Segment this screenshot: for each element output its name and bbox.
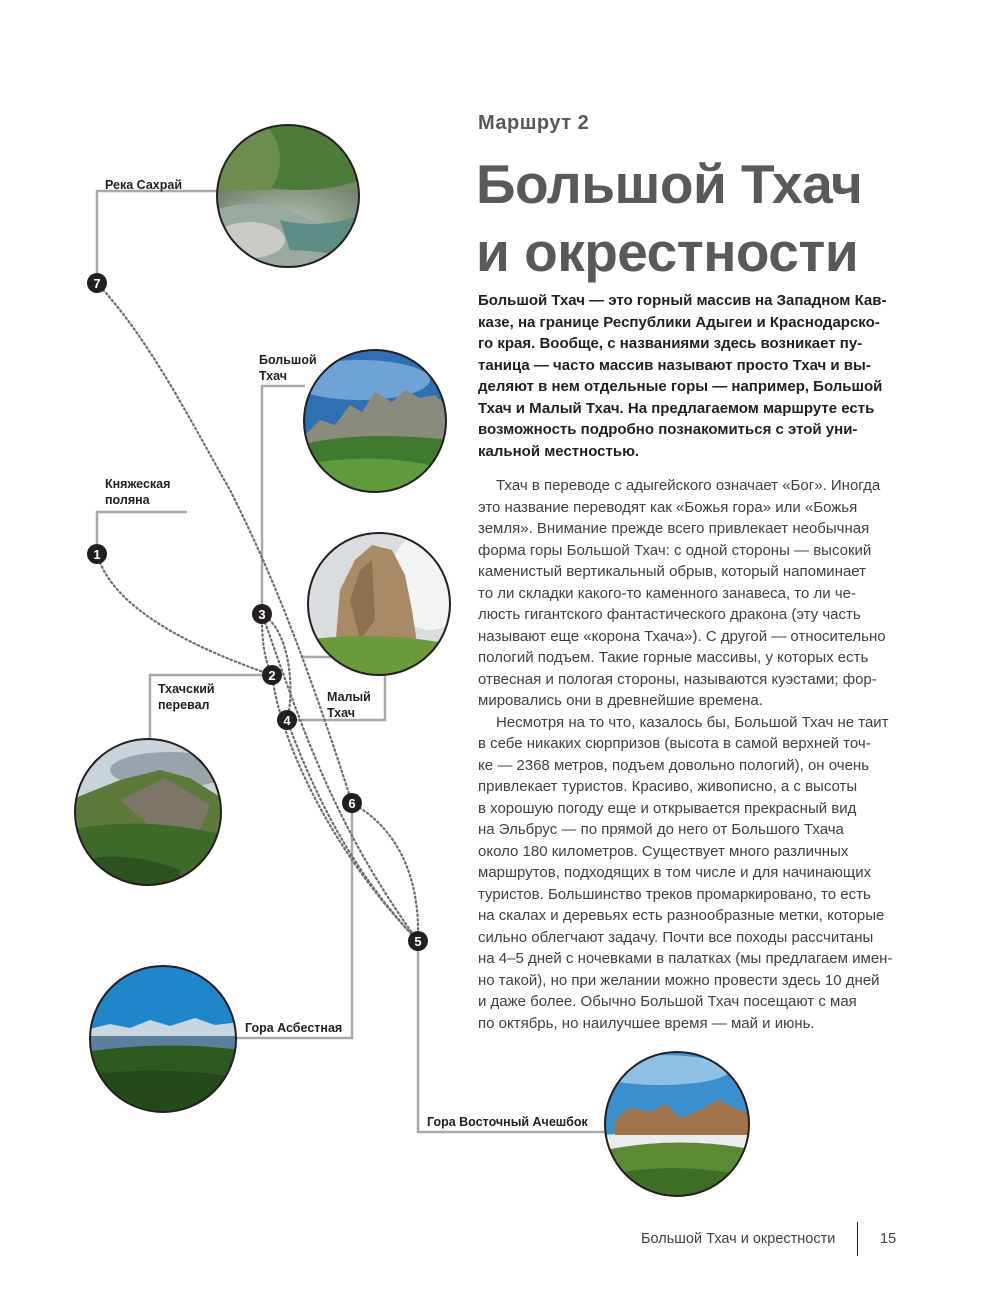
label-bolshoy-tkhach (259, 352, 317, 384)
photo-asbestnaya-mountain (85, 962, 245, 1122)
body-line: туристов. Большинство треков промаркировано, то есть (478, 885, 871, 903)
label-line: Тхач (259, 369, 288, 383)
body-line: около 180 километров. Существует много различных (478, 842, 849, 860)
leader-line-1 (97, 512, 187, 554)
body-line: называют еще «корона Тхача»). С другой — относительно (478, 627, 886, 645)
leader-line-6 (236, 803, 352, 1038)
body-line: форма горы Большой Тхач: с одной стороны — высокий (478, 541, 872, 559)
body-line: Тхач в переводе с адыгейского означает «Бог». Иногда (496, 477, 881, 494)
body-line: пологий подъем. Такие горные массивы, у которых есть (478, 649, 869, 666)
lead-line: таница — часто массив называют просто Тхач и вы- (478, 356, 871, 374)
body-line: маршрутов, подходящих в том числе и для начинающих (478, 864, 872, 881)
stop-marker-2 (262, 665, 282, 685)
label-knyazheskaya-polyana (105, 476, 170, 508)
lead-line: казе, на границе Республики Адыгеи и Краснодарско- (478, 313, 880, 331)
photo-tkhachsky-pass (70, 735, 230, 895)
stop-number: 2 (268, 668, 276, 683)
body-line: сильно облегчают задачу. Почти все походы рассчитаны (478, 928, 874, 946)
body-line: ке — 2368 метров, подъем довольно пологий), он очень (478, 756, 870, 774)
lead-line: возможность подробно познакомиться с этой уни- (478, 421, 858, 438)
route-number-label: Маршрут 2 (478, 112, 590, 134)
leader-line-3 (262, 386, 305, 614)
label-text: Гора Восточный Ачешбок (427, 1115, 588, 1129)
body-line: мировались они в древнейшие времена. (478, 692, 763, 709)
body-line: и даже более. Обычно Большой Тхач посещают с мая (478, 993, 857, 1010)
page-number: 15 (880, 1231, 897, 1247)
trail-1-2 (97, 554, 272, 675)
body-line: на скалах и деревьях есть разнообразные метки, которые (478, 907, 885, 924)
footer-divider (857, 1222, 858, 1256)
title-line: Большой Тхач (476, 153, 863, 215)
lead-line: Большой Тхач — это горный массив на Западном Кав- (478, 292, 887, 309)
running-footer-title: Большой Тхач и окрестности (641, 1231, 836, 1247)
label-tkhachsky-pass (158, 681, 215, 713)
label-line: перевал (158, 698, 210, 712)
stop-number: 3 (258, 607, 266, 622)
body-line: то ли складки какого-то каменного занавеса, то ли че- (478, 584, 856, 602)
title-line: и окрестности (476, 221, 859, 283)
photo-vostochny-acheshbok (590, 1048, 760, 1210)
photo-sakhrai-river (200, 110, 390, 280)
body-text (478, 475, 908, 1034)
label-line: Большой (259, 353, 317, 367)
stop-marker-6 (342, 793, 362, 813)
stop-marker-1 (87, 544, 107, 564)
label-line: Княжеская (105, 477, 171, 491)
body-line: на Эльбрус — по прямой до него от Большого Тхача (478, 821, 844, 838)
leader-line-7 (97, 191, 218, 283)
body-line: люсть гигантского фантастического дракона (эту часть (478, 606, 861, 623)
lead-line: Тхач и Малый Тхач. На предлагаемом маршруте есть (478, 399, 875, 417)
body-line: в хорошую погоду еще и открывается прекрасный вид (478, 799, 857, 817)
lead-line: кальной местностью. (478, 442, 640, 460)
stop-number: 6 (348, 796, 356, 811)
stop-number: 7 (93, 276, 101, 291)
label-sakhrai-river (105, 177, 182, 193)
stop-marker-4 (277, 710, 297, 730)
body-line: каменистый вертикальный обрыв, который напоминает (478, 563, 867, 580)
body-line: на 4–5 дней с ночевками в палатках (мы предлагаем имен- (478, 950, 893, 967)
lead-paragraph (478, 290, 908, 462)
lead-line: го края. Вообще, с названиями здесь возникает пу- (478, 335, 863, 352)
stop-marker-7 (87, 273, 107, 293)
label-line: Тхач (327, 706, 356, 720)
label-line: поляна (105, 493, 150, 507)
lead-line: деляют в нем отдельные горы — например, Большой (478, 378, 883, 395)
body-line: но такой), но при желании можно провести здесь 10 дней (478, 971, 880, 989)
body-line: привлекает туристов. Красиво, живописно, а с высоты (478, 778, 858, 795)
stop-number: 4 (283, 713, 291, 728)
body-line: это название переводят как «Божья гора» или «Божья (478, 498, 858, 516)
label-asbestnaya-mountain (245, 1020, 342, 1036)
trail-6-5 (352, 803, 418, 941)
body-line: отвесная и пологая стороны, называются куэстами; фор- (478, 670, 877, 688)
body-line: Несмотря на то что, казалось бы, Большой Тхач не таит (496, 713, 889, 731)
stop-number: 5 (414, 934, 422, 949)
label-maly-tkhach (327, 689, 371, 721)
label-text: Река Сахрай (105, 178, 183, 192)
stop-marker-3 (252, 604, 272, 624)
body-line: по октябрь, но наилучшее время — май и июнь. (478, 1014, 815, 1032)
body-line: земля». Внимание прежде всего привлекает необычная (478, 520, 870, 537)
label-line: Малый (327, 690, 371, 704)
label-line: Тхачский (158, 682, 215, 696)
label-text: Гора Асбестная (245, 1021, 343, 1035)
body-line: в себе никаких сюрпризов (высота в самой верхней точ- (478, 735, 871, 752)
stop-marker-5 (408, 931, 428, 951)
page-title (476, 150, 862, 286)
label-vostochny-acheshbok (427, 1114, 588, 1130)
stop-number: 1 (93, 547, 101, 562)
